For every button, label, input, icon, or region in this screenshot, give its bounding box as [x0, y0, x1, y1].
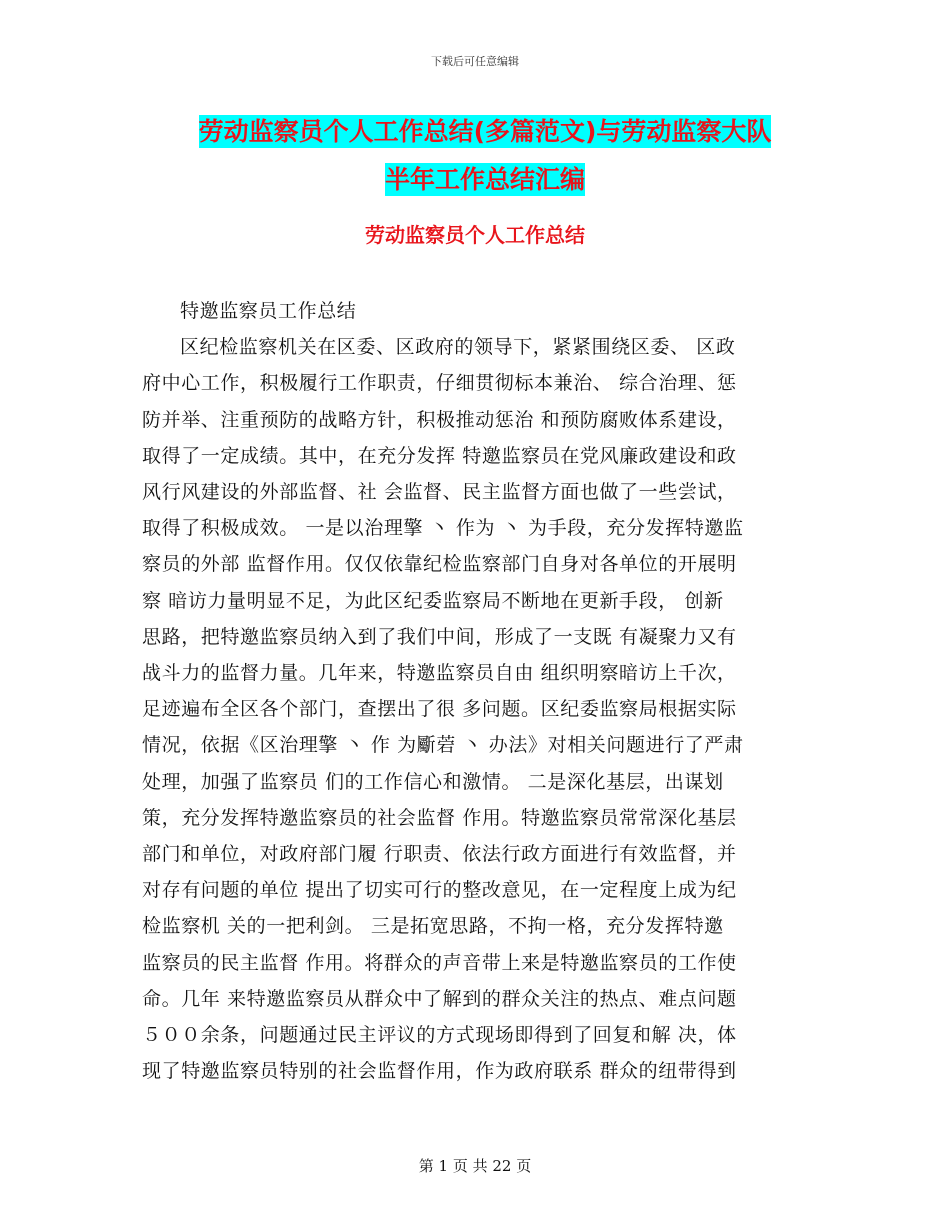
- section-title: 劳动监察员个人工作总结: [365, 223, 585, 247]
- body-line: 防并举、注重预防的战略方针，积极推动惩治 和预防腐败体系建设，: [142, 408, 737, 431]
- body-line: 取得了一定成绩。其中，在充分发挥 特邀监察员在党风廉政建设和政: [142, 444, 737, 467]
- document-title-line-1: 劳动监察员个人工作总结(多篇范文)与劳动监察大队: [198, 117, 772, 146]
- subheading: 特邀监察员工作总结: [180, 300, 357, 322]
- body-line: 处理，加强了监察员 们的工作信心和激情。 二是深化基层，出谋划: [142, 770, 724, 793]
- body-line: 思路，把特邀监察员纳入到了我们中间，形成了一支既 有凝聚力又有: [142, 625, 737, 648]
- body-line: 策，充分发挥特邀监察员的社会监督 作用。特邀监察员常常深化基层: [142, 806, 737, 829]
- body-text: [142, 293, 810, 1089]
- body-line: 现了特邀监察员特别的社会监督作用，作为政府联系 群众的纽带得到: [142, 1060, 737, 1083]
- body-line: 察员的外部 监督作用。仅仅依靠纪检监察部门自身对各单位的开展明: [142, 553, 737, 576]
- header-note: 下载后可任意编辑: [431, 55, 519, 68]
- body-line: 区纪检监察机关在区委、区政府的领导下，紧紧围绕区委、 区政: [180, 336, 736, 359]
- body-line: 命。几年 来特邀监察员从群众中了解到的群众关注的热点、难点问题: [142, 987, 737, 1010]
- document-title: [150, 108, 820, 204]
- body-line: 部门和单位，对政府部门履 行职责、依法行政方面进行有效监督，并: [142, 843, 737, 866]
- body-line: 取得了积极成效。 一是以治理擎 丶 作为 丶 为手段，充分发挥特邀监: [142, 517, 744, 540]
- body-line: 战斗力的监督力量。几年来，特邀监察员自由 组织明察暗访上千次，: [142, 662, 737, 685]
- page-footer: 第 1 页 共 22 页: [418, 1157, 532, 1175]
- body-line: 情况，依据《区治理擎 丶 作 为斸菪 丶 办法》对相关问题进行了严肃: [142, 734, 744, 757]
- body-line: 府中心工作，积极履行工作职责，仔细贯彻标本兼治、 综合治理、惩: [142, 372, 737, 395]
- body-line: 对存有问题的单位 提出了切实可行的整改意见，在一定程度上成为纪: [142, 879, 737, 902]
- body-line: 监察员的民主监督 作用。将群众的声音带上来是特邀监察员的工作使: [142, 951, 737, 974]
- body-line: 足迹遍布全区各个部门，查摆出了很 多问题。区纪委监察局根据实际: [142, 698, 737, 721]
- body-paragraph: [142, 329, 810, 1089]
- body-line: 检监察机 关的一把利剑。 三是拓宽思路，不拘一格，充分发挥特邀: [142, 915, 724, 938]
- body-line: 风行风建设的外部监督、社 会监督、民主监督方面也做了一些尝试，: [142, 481, 737, 504]
- body-line: ５００余条，问题通过民主评议的方式现场即得到了回复和解 决，体: [142, 1024, 737, 1047]
- body-line: 察 暗访力量明显不足，为此区纪委监察局不断地在更新手段， 创新: [142, 589, 724, 612]
- document-title-line-2: 半年工作总结汇编: [384, 165, 585, 194]
